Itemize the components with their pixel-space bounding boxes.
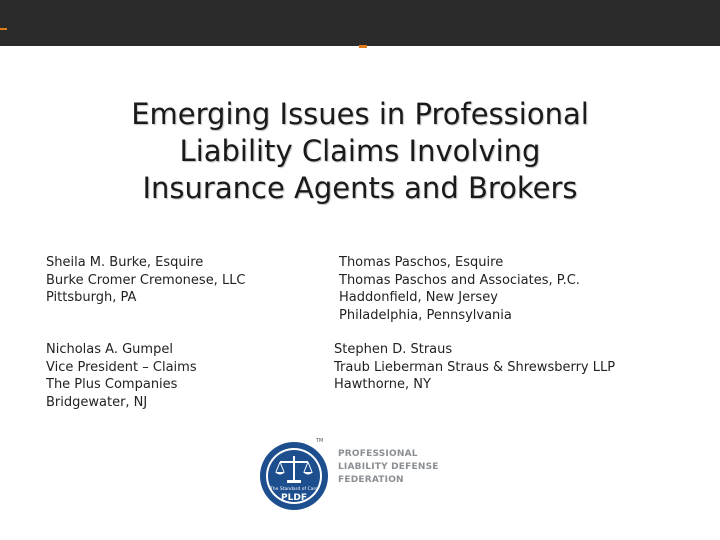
speaker-line: Traub Lieberman Straus & Shrewsberry LLP [334, 359, 616, 375]
speaker-line: Stephen D. Straus [334, 342, 453, 357]
speaker-line: Bridgewater, NJ [46, 394, 148, 410]
speaker-line: Philadelphia, Pennsylvania [339, 307, 512, 323]
wordmark-line: PROFESSIONAL [338, 449, 418, 459]
wordmark-line: FEDERATION [338, 475, 404, 485]
speaker-line: Burke Cromer Cremonese, LLC [46, 272, 246, 288]
pldf-seal-icon [256, 436, 332, 526]
top-bar [0, 0, 720, 46]
speaker-block-burke [46, 254, 246, 307]
speaker-block-paschos [339, 254, 580, 324]
speaker-line: Sheila M. Burke, Esquire [46, 255, 204, 270]
trademark-mark: TM [316, 438, 324, 444]
speaker-line: Vice President – Claims [46, 359, 197, 375]
seal-ring-text: The Standard of Care [270, 487, 318, 492]
title-line: Insurance Agents and Brokers [142, 171, 578, 205]
seal-abbrev: PLDF [281, 493, 307, 503]
pldf-wordmark [338, 448, 439, 487]
speaker-block-straus [334, 341, 615, 394]
wordmark-line: LIABILITY DEFENSE [338, 462, 439, 472]
accent-mark-left [0, 28, 7, 30]
title-line: Liability Claims Involving [179, 134, 541, 168]
title-line: Emerging Issues in Professional [131, 97, 589, 131]
speaker-line: Nicholas A. Gumpel [46, 342, 173, 357]
speaker-line: Haddonfield, New Jersey [339, 290, 498, 305]
speaker-line: Hawthorne, NY [334, 377, 431, 392]
pldf-logo [256, 436, 439, 526]
speaker-line: The Plus Companies [46, 377, 178, 392]
accent-mark-center [359, 45, 367, 48]
speaker-block-gumpel [46, 341, 197, 411]
slide-title [60, 96, 660, 207]
speaker-line: Thomas Paschos and Associates, P.C. [339, 272, 580, 288]
speaker-line: Thomas Paschos, Esquire [339, 255, 504, 270]
speaker-line: Pittsburgh, PA [46, 290, 137, 305]
